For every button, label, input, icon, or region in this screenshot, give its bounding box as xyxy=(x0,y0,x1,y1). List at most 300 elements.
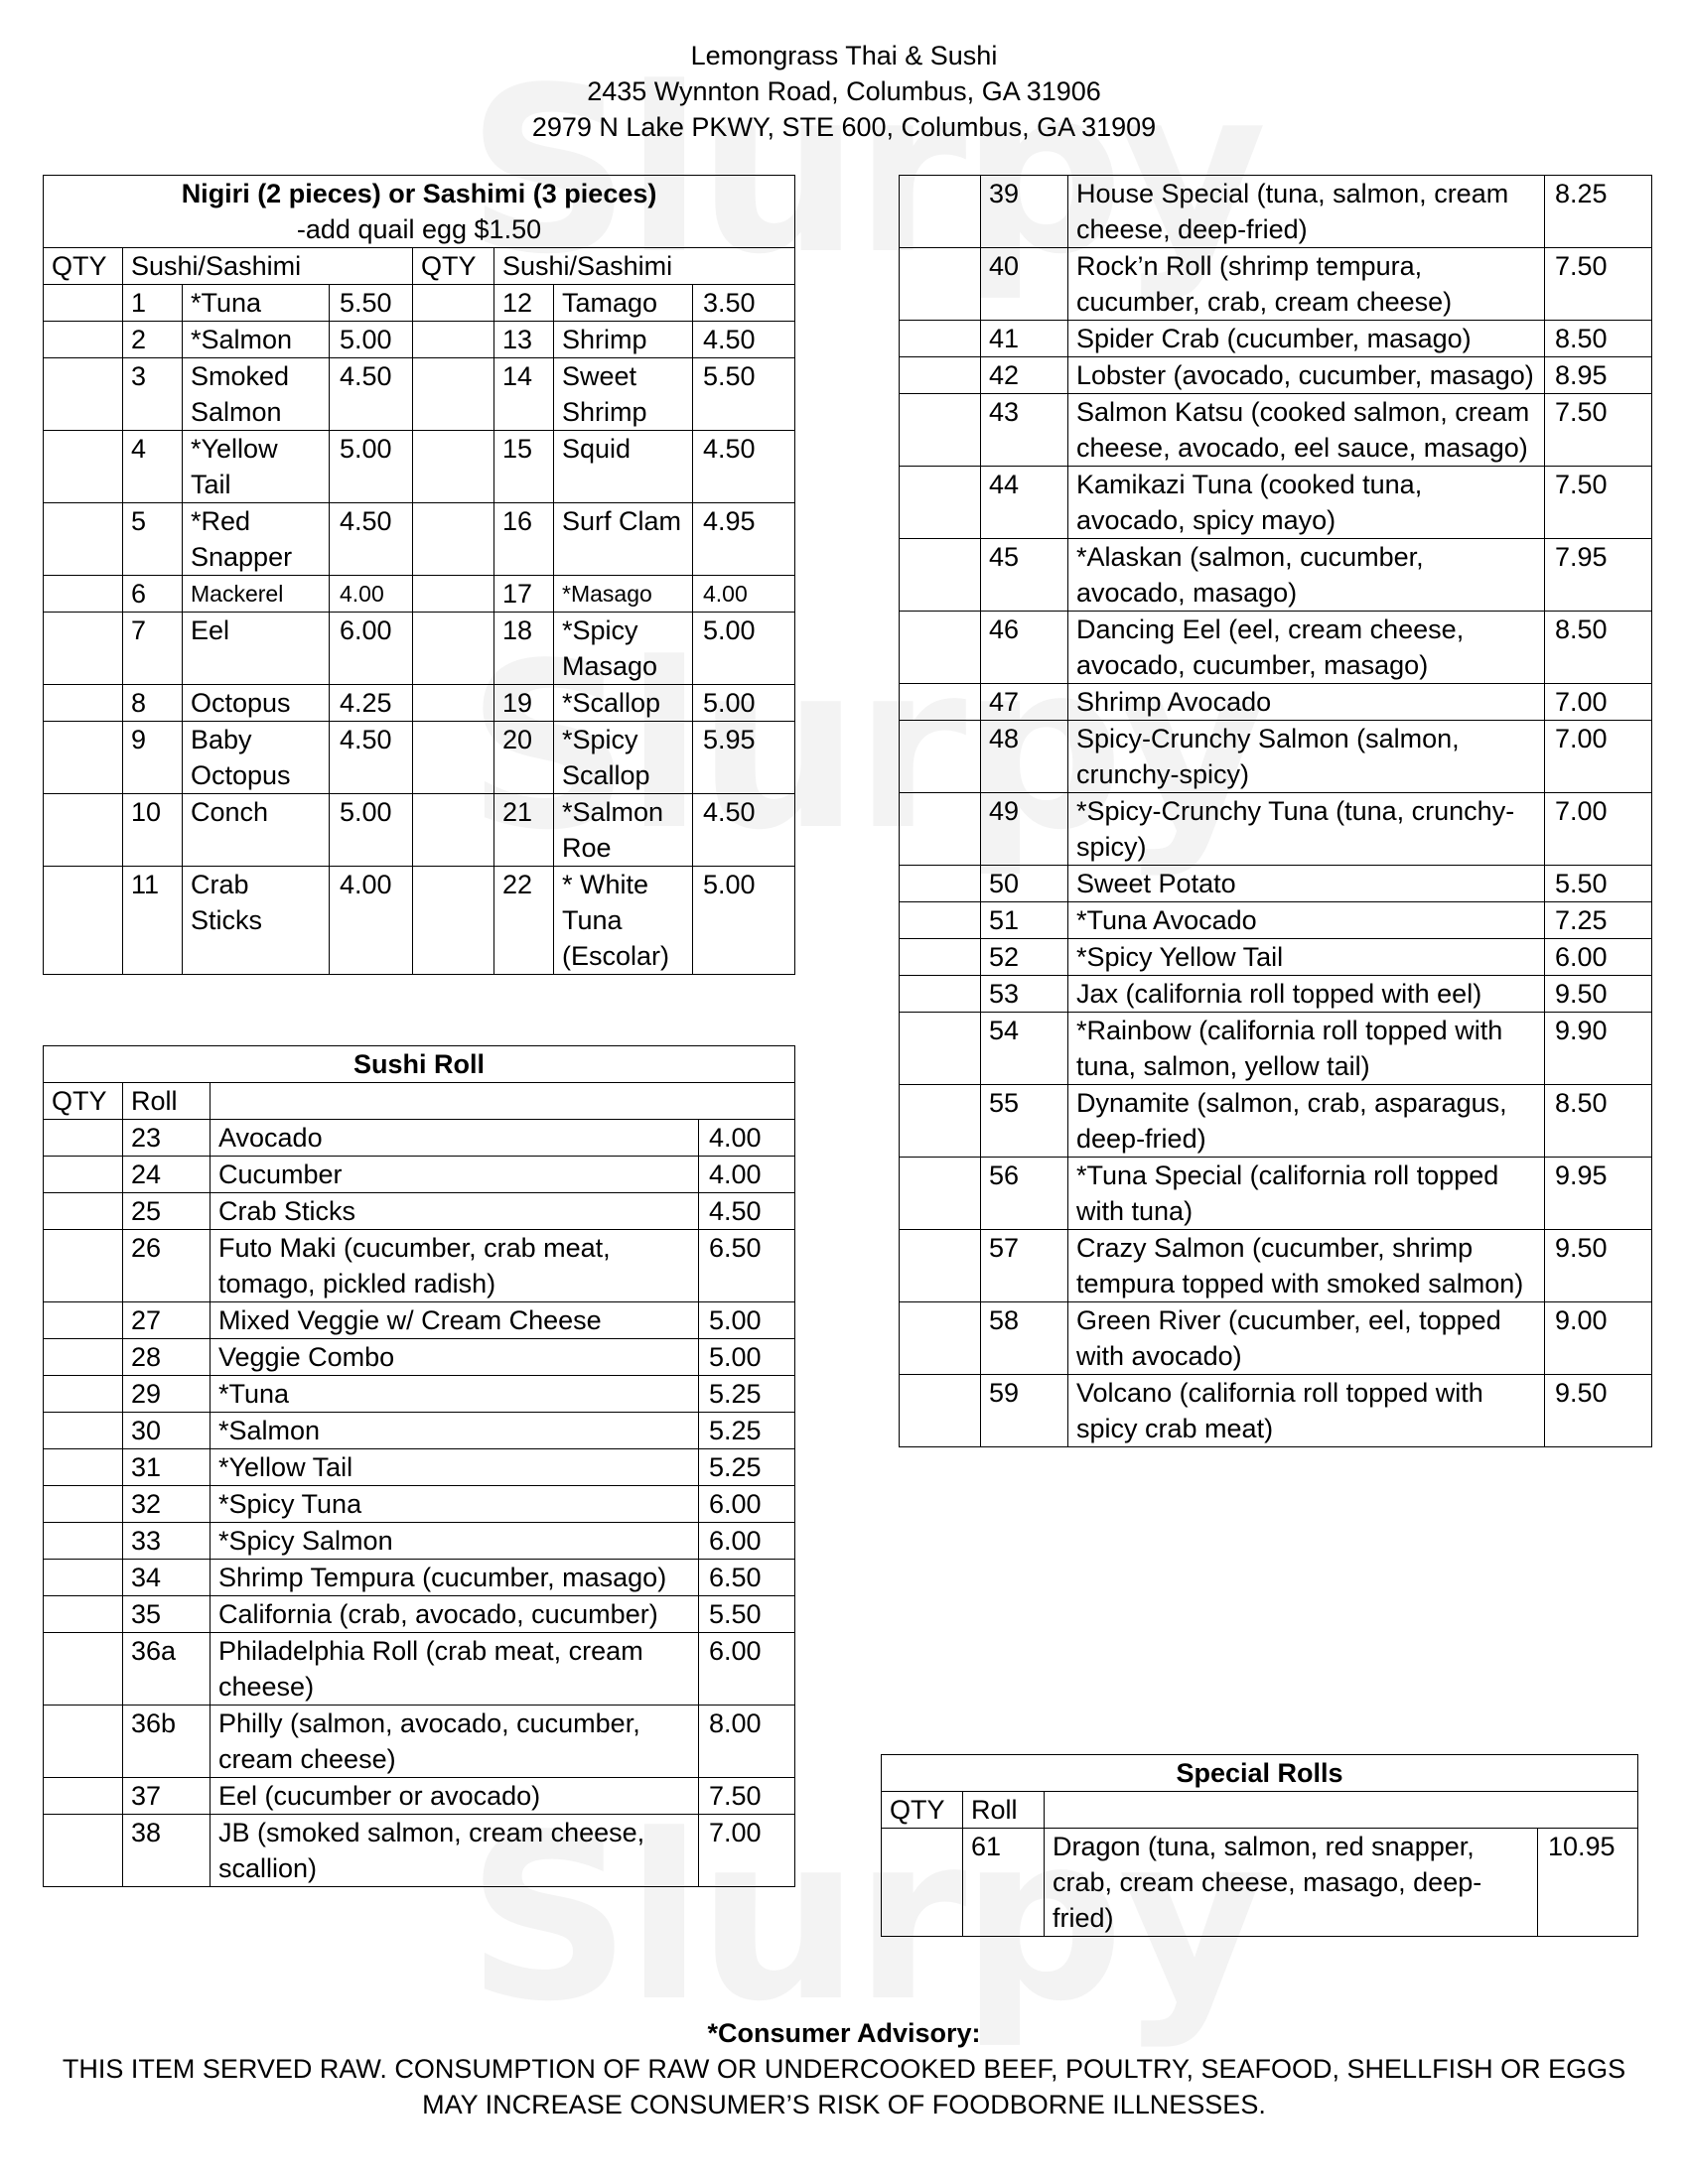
item-number: 25 xyxy=(123,1193,211,1230)
qty-cell[interactable] xyxy=(44,1302,123,1339)
item-price: 8.00 xyxy=(699,1706,795,1778)
qty-cell[interactable] xyxy=(900,939,981,976)
item-price: 7.00 xyxy=(1545,721,1652,793)
table-row xyxy=(44,1376,795,1413)
item-price: 4.50 xyxy=(693,431,795,503)
item-name: Philadelphia Roll (crab meat, cream cheese) xyxy=(211,1633,699,1706)
item-name: Dancing Eel (eel, cream cheese, avocado, cucumber, masago) xyxy=(1068,612,1545,684)
nigiri-section-header xyxy=(44,176,795,248)
table-row xyxy=(44,431,795,503)
nigiri-title: Nigiri (2 pieces) or Sashimi (3 pieces) xyxy=(181,179,657,208)
table-row xyxy=(900,357,1652,394)
item-price: 5.00 xyxy=(330,431,413,503)
table-row xyxy=(44,1596,795,1633)
table-row xyxy=(900,176,1652,248)
item-name: California (crab, avocado, cucumber) xyxy=(211,1596,699,1633)
item-name: Tamago xyxy=(554,285,693,322)
rolls-continued-table xyxy=(899,175,1652,1447)
item-name: Avocado xyxy=(211,1120,699,1157)
item-name: *Scallop xyxy=(554,685,693,722)
item-number: 33 xyxy=(123,1523,211,1560)
item-price: 5.00 xyxy=(330,794,413,867)
restaurant-name: Lemongrass Thai & Sushi xyxy=(690,41,998,70)
item-name: Shrimp Avocado xyxy=(1068,684,1545,721)
item-number: 4 xyxy=(123,431,183,503)
qty-cell[interactable] xyxy=(900,1230,981,1302)
item-price: 5.00 xyxy=(330,322,413,358)
qty-cell[interactable] xyxy=(44,722,123,794)
item-name: Lobster (avocado, cucumber, masago) xyxy=(1068,357,1545,394)
table-row xyxy=(882,1829,1638,1937)
restaurant-address-2: 2979 N Lake PKWY, STE 600, Columbus, GA 31909 xyxy=(531,112,1157,142)
table-row xyxy=(900,684,1652,721)
qty-cell[interactable] xyxy=(900,866,981,902)
table-row xyxy=(44,358,795,431)
special-rolls-table xyxy=(881,1754,1638,1937)
sushi-roll-table xyxy=(43,1045,795,1887)
qty-cell[interactable] xyxy=(44,285,123,322)
qty-cell[interactable] xyxy=(413,322,494,358)
table-row xyxy=(44,576,795,613)
item-name: Crab Sticks xyxy=(183,867,330,975)
table-row xyxy=(900,248,1652,321)
qty-header: QTY xyxy=(882,1792,963,1829)
qty-cell[interactable] xyxy=(44,1339,123,1376)
item-price: 5.50 xyxy=(1545,866,1652,902)
item-price: 5.25 xyxy=(699,1449,795,1486)
item-number: 16 xyxy=(494,503,554,576)
qty-cell[interactable] xyxy=(900,248,981,321)
item-price: 5.00 xyxy=(693,613,795,685)
item-name: Spicy-Crunchy Salmon (salmon, crunchy-spicy) xyxy=(1068,721,1545,793)
item-price: 5.50 xyxy=(699,1596,795,1633)
item-name: *Masago xyxy=(554,576,693,613)
item-number: 18 xyxy=(494,613,554,685)
qty-cell[interactable] xyxy=(900,902,981,939)
table-row xyxy=(44,1778,795,1815)
item-name: Squid xyxy=(554,431,693,503)
item-price: 7.50 xyxy=(1545,394,1652,467)
item-number: 57 xyxy=(981,1230,1068,1302)
table-row xyxy=(44,503,795,576)
item-number: 10 xyxy=(123,794,183,867)
qty-cell[interactable] xyxy=(44,1523,123,1560)
item-price: 6.00 xyxy=(699,1486,795,1523)
item-number: 29 xyxy=(123,1376,211,1413)
item-number: 40 xyxy=(981,248,1068,321)
item-name: Surf Clam xyxy=(554,503,693,576)
table-row xyxy=(44,1815,795,1887)
item-name: Futo Maki (cucumber, crab meat, tomago, pickled radish) xyxy=(211,1230,699,1302)
item-number: 36a xyxy=(123,1633,211,1706)
item-number: 39 xyxy=(981,176,1068,248)
item-number: 47 xyxy=(981,684,1068,721)
qty-cell[interactable] xyxy=(44,1193,123,1230)
qty-cell[interactable] xyxy=(413,867,494,975)
item-price: 9.50 xyxy=(1545,976,1652,1013)
item-number: 46 xyxy=(981,612,1068,684)
qty-cell[interactable] xyxy=(44,1560,123,1596)
item-price: 7.50 xyxy=(699,1778,795,1815)
item-number: 5 xyxy=(123,503,183,576)
qty-cell[interactable] xyxy=(900,1302,981,1375)
item-name: *Red Snapper xyxy=(183,503,330,576)
qty-cell[interactable] xyxy=(900,357,981,394)
qty-header: QTY xyxy=(44,248,123,285)
item-number: 11 xyxy=(123,867,183,975)
item-name: Jax (california roll topped with eel) xyxy=(1068,976,1545,1013)
item-number: 35 xyxy=(123,1596,211,1633)
item-number: 36b xyxy=(123,1706,211,1778)
item-number: 51 xyxy=(981,902,1068,939)
item-price: 7.25 xyxy=(1545,902,1652,939)
item-price: 7.00 xyxy=(699,1815,795,1887)
table-row xyxy=(44,1706,795,1778)
item-price: 4.50 xyxy=(693,794,795,867)
item-name: Crazy Salmon (cucumber, shrimp tempura topped with smoked salmon) xyxy=(1068,1230,1545,1302)
nigiri-sashimi-table xyxy=(43,175,795,975)
table-row xyxy=(900,721,1652,793)
table-row xyxy=(44,794,795,867)
item-name: *Tuna xyxy=(183,285,330,322)
item-number: 49 xyxy=(981,793,1068,866)
item-name: Shrimp xyxy=(554,322,693,358)
nigiri-subtitle: -add quail egg $1.50 xyxy=(296,214,542,244)
item-price: 9.90 xyxy=(1545,1013,1652,1085)
item-header: Sushi/Sashimi xyxy=(123,248,413,285)
item-name: Smoked Salmon xyxy=(183,358,330,431)
item-number: 7 xyxy=(123,613,183,685)
item-number: 2 xyxy=(123,322,183,358)
qty-cell[interactable] xyxy=(900,1085,981,1158)
item-price: 5.50 xyxy=(693,358,795,431)
item-price: 4.50 xyxy=(330,503,413,576)
item-price: 9.50 xyxy=(1545,1375,1652,1447)
table-row xyxy=(900,793,1652,866)
item-name: *Spicy Salmon xyxy=(211,1523,699,1560)
item-number: 45 xyxy=(981,539,1068,612)
table-row xyxy=(900,1158,1652,1230)
item-number: 54 xyxy=(981,1013,1068,1085)
qty-cell[interactable] xyxy=(900,176,981,248)
qty-cell[interactable] xyxy=(900,467,981,539)
qty-cell[interactable] xyxy=(900,1158,981,1230)
qty-cell[interactable] xyxy=(900,721,981,793)
qty-cell[interactable] xyxy=(44,1413,123,1449)
table-row xyxy=(900,612,1652,684)
item-price: 4.00 xyxy=(693,576,795,613)
item-name: *Salmon Roe xyxy=(554,794,693,867)
item-number: 20 xyxy=(494,722,554,794)
qty-cell[interactable] xyxy=(900,539,981,612)
qty-cell[interactable] xyxy=(44,431,123,503)
item-number: 12 xyxy=(494,285,554,322)
special-rolls-title: Special Rolls xyxy=(882,1755,1638,1792)
qty-cell[interactable] xyxy=(413,685,494,722)
item-name: Veggie Combo xyxy=(211,1339,699,1376)
item-name: Rock’n Roll (shrimp tempura, cucumber, crab, cream cheese) xyxy=(1068,248,1545,321)
item-number: 17 xyxy=(494,576,554,613)
item-name: Sweet Potato xyxy=(1068,866,1545,902)
roll-header: Roll xyxy=(963,1792,1045,1829)
qty-cell[interactable] xyxy=(44,1596,123,1633)
item-name: Dragon (tuna, salmon, red snapper, crab, cream cheese, masago, deep-fried) xyxy=(1045,1829,1538,1937)
qty-cell[interactable] xyxy=(44,1778,123,1815)
item-price: 6.50 xyxy=(699,1230,795,1302)
item-price: 7.95 xyxy=(1545,539,1652,612)
item-number: 61 xyxy=(963,1829,1045,1937)
qty-cell[interactable] xyxy=(413,285,494,322)
item-number: 44 xyxy=(981,467,1068,539)
qty-cell[interactable] xyxy=(413,431,494,503)
item-price: 7.00 xyxy=(1545,684,1652,721)
table-row xyxy=(900,1230,1652,1302)
item-price: 10.95 xyxy=(1538,1829,1638,1937)
qty-cell[interactable] xyxy=(44,1230,123,1302)
item-name: *Alaskan (salmon, cucumber, avocado, masago) xyxy=(1068,539,1545,612)
item-number: 32 xyxy=(123,1486,211,1523)
roll-header: Roll xyxy=(123,1083,211,1120)
table-row xyxy=(44,1302,795,1339)
item-name: Salmon Katsu (cooked salmon, cream cheese, avocado, eel sauce, masago) xyxy=(1068,394,1545,467)
table-row xyxy=(900,321,1652,357)
item-number: 26 xyxy=(123,1230,211,1302)
item-header: Sushi/Sashimi xyxy=(494,248,795,285)
item-price: 4.00 xyxy=(699,1120,795,1157)
item-name: *Tuna Avocado xyxy=(1068,902,1545,939)
qty-cell[interactable] xyxy=(44,1486,123,1523)
item-name: *Salmon xyxy=(183,322,330,358)
qty-cell[interactable] xyxy=(413,576,494,613)
item-name: Mackerel xyxy=(183,576,330,613)
item-name: Sweet Shrimp xyxy=(554,358,693,431)
item-price: 4.95 xyxy=(693,503,795,576)
item-price: 8.95 xyxy=(1545,357,1652,394)
item-price: 7.50 xyxy=(1545,248,1652,321)
item-number: 53 xyxy=(981,976,1068,1013)
item-price: 4.50 xyxy=(330,358,413,431)
item-name: Green River (cucumber, eel, topped with avocado) xyxy=(1068,1302,1545,1375)
qty-cell[interactable] xyxy=(900,1375,981,1447)
item-name: *Spicy Masago xyxy=(554,613,693,685)
item-name: Cucumber xyxy=(211,1157,699,1193)
item-number: 28 xyxy=(123,1339,211,1376)
item-name: House Special (tuna, salmon, cream cheese, deep-fried) xyxy=(1068,176,1545,248)
item-name: Conch xyxy=(183,794,330,867)
item-name: Spider Crab (cucumber, masago) xyxy=(1068,321,1545,357)
item-price: 5.25 xyxy=(699,1376,795,1413)
item-price: 8.25 xyxy=(1545,176,1652,248)
qty-cell[interactable] xyxy=(44,1449,123,1486)
table-row xyxy=(900,1302,1652,1375)
item-number: 3 xyxy=(123,358,183,431)
item-price: 9.95 xyxy=(1545,1158,1652,1230)
item-number: 9 xyxy=(123,722,183,794)
qty-cell[interactable] xyxy=(882,1829,963,1937)
qty-cell[interactable] xyxy=(44,613,123,685)
qty-header: QTY xyxy=(44,1083,123,1120)
qty-cell[interactable] xyxy=(44,1376,123,1413)
qty-cell[interactable] xyxy=(900,793,981,866)
item-name: Shrimp Tempura (cucumber, masago) xyxy=(211,1560,699,1596)
item-price: 6.00 xyxy=(330,613,413,685)
item-price: 5.00 xyxy=(693,685,795,722)
table-row xyxy=(44,1120,795,1157)
item-price: 3.50 xyxy=(693,285,795,322)
item-price: 6.00 xyxy=(1545,939,1652,976)
item-price: 4.25 xyxy=(330,685,413,722)
item-name: Kamikazi Tuna (cooked tuna, avocado, spicy mayo) xyxy=(1068,467,1545,539)
qty-cell[interactable] xyxy=(413,613,494,685)
item-price: 8.50 xyxy=(1545,612,1652,684)
table-row xyxy=(44,285,795,322)
qty-cell[interactable] xyxy=(44,867,123,975)
advisory-line-2: MAY INCREASE CONSUMER’S RISK OF FOODBORNE ILLNESSES. xyxy=(422,2090,1266,2119)
qty-cell[interactable] xyxy=(44,1706,123,1778)
qty-cell[interactable] xyxy=(413,794,494,867)
table-row xyxy=(900,1375,1652,1447)
item-name: Eel (cucumber or avocado) xyxy=(211,1778,699,1815)
qty-cell[interactable] xyxy=(44,576,123,613)
item-price: 8.50 xyxy=(1545,321,1652,357)
qty-cell[interactable] xyxy=(44,794,123,867)
item-number: 50 xyxy=(981,866,1068,902)
restaurant-header xyxy=(0,38,1688,145)
table-row xyxy=(44,1486,795,1523)
item-number: 52 xyxy=(981,939,1068,976)
roll-header-blank xyxy=(211,1083,795,1120)
table-row xyxy=(44,1193,795,1230)
item-price: 7.50 xyxy=(1545,467,1652,539)
qty-cell[interactable] xyxy=(44,1157,123,1193)
qty-cell[interactable] xyxy=(900,1013,981,1085)
qty-cell[interactable] xyxy=(44,322,123,358)
table-row xyxy=(44,1413,795,1449)
item-price: 8.50 xyxy=(1545,1085,1652,1158)
item-number: 6 xyxy=(123,576,183,613)
table-row xyxy=(900,939,1652,976)
table-row xyxy=(900,902,1652,939)
qty-cell[interactable] xyxy=(44,358,123,431)
item-price: 6.00 xyxy=(699,1633,795,1706)
table-row xyxy=(44,1157,795,1193)
item-number: 19 xyxy=(494,685,554,722)
qty-cell[interactable] xyxy=(44,503,123,576)
table-row xyxy=(900,1013,1652,1085)
item-price: 5.95 xyxy=(693,722,795,794)
item-number: 14 xyxy=(494,358,554,431)
qty-header: QTY xyxy=(413,248,494,285)
table-row xyxy=(900,1085,1652,1158)
item-name: JB (smoked salmon, cream cheese, scallion) xyxy=(211,1815,699,1887)
item-name: Crab Sticks xyxy=(211,1193,699,1230)
table-row xyxy=(44,322,795,358)
item-number: 31 xyxy=(123,1449,211,1486)
item-name: *Yellow Tail xyxy=(211,1449,699,1486)
item-price: 5.00 xyxy=(699,1302,795,1339)
qty-cell[interactable] xyxy=(900,321,981,357)
qty-cell[interactable] xyxy=(44,685,123,722)
qty-cell[interactable] xyxy=(900,684,981,721)
item-number: 42 xyxy=(981,357,1068,394)
item-number: 55 xyxy=(981,1085,1068,1158)
table-row xyxy=(900,394,1652,467)
item-number: 30 xyxy=(123,1413,211,1449)
item-name: Volcano (california roll topped with spicy crab meat) xyxy=(1068,1375,1545,1447)
qty-cell[interactable] xyxy=(413,503,494,576)
item-number: 27 xyxy=(123,1302,211,1339)
item-number: 58 xyxy=(981,1302,1068,1375)
item-number: 59 xyxy=(981,1375,1068,1447)
roll-header-blank xyxy=(1045,1792,1638,1829)
qty-cell[interactable] xyxy=(413,722,494,794)
table-row xyxy=(44,1633,795,1706)
item-name: Baby Octopus xyxy=(183,722,330,794)
item-name: Octopus xyxy=(183,685,330,722)
table-row xyxy=(44,685,795,722)
item-name: *Spicy Yellow Tail xyxy=(1068,939,1545,976)
qty-cell[interactable] xyxy=(900,394,981,467)
item-number: 43 xyxy=(981,394,1068,467)
item-name: *Tuna Special (california roll topped with tuna) xyxy=(1068,1158,1545,1230)
table-row xyxy=(44,1449,795,1486)
item-name: *Rainbow (california roll topped with tuna, salmon, yellow tail) xyxy=(1068,1013,1545,1085)
item-price: 7.00 xyxy=(1545,793,1652,866)
qty-cell[interactable] xyxy=(44,1815,123,1887)
table-row xyxy=(44,1339,795,1376)
item-price: 4.00 xyxy=(330,576,413,613)
item-number: 24 xyxy=(123,1157,211,1193)
item-number: 22 xyxy=(494,867,554,975)
item-number: 13 xyxy=(494,322,554,358)
item-number: 48 xyxy=(981,721,1068,793)
item-name: Mixed Veggie w/ Cream Cheese xyxy=(211,1302,699,1339)
item-price: 5.25 xyxy=(699,1413,795,1449)
item-number: 23 xyxy=(123,1120,211,1157)
item-number: 38 xyxy=(123,1815,211,1887)
table-row xyxy=(44,1523,795,1560)
qty-cell[interactable] xyxy=(44,1120,123,1157)
item-number: 8 xyxy=(123,685,183,722)
item-price: 9.50 xyxy=(1545,1230,1652,1302)
item-name: *Salmon xyxy=(211,1413,699,1449)
item-price: 6.00 xyxy=(699,1523,795,1560)
table-row xyxy=(900,467,1652,539)
item-number: 41 xyxy=(981,321,1068,357)
item-price: 4.50 xyxy=(693,322,795,358)
qty-cell[interactable] xyxy=(44,1633,123,1706)
table-row xyxy=(44,1230,795,1302)
item-name: * White Tuna (Escolar) xyxy=(554,867,693,975)
item-name: Eel xyxy=(183,613,330,685)
item-price: 5.50 xyxy=(330,285,413,322)
table-row xyxy=(900,976,1652,1013)
item-price: 6.50 xyxy=(699,1560,795,1596)
item-price: 4.00 xyxy=(330,867,413,975)
item-price: 9.00 xyxy=(1545,1302,1652,1375)
item-price: 4.50 xyxy=(699,1193,795,1230)
item-name: *Spicy Scallop xyxy=(554,722,693,794)
item-price: 4.00 xyxy=(699,1157,795,1193)
qty-cell[interactable] xyxy=(900,976,981,1013)
qty-cell[interactable] xyxy=(900,612,981,684)
item-name: Philly (salmon, avocado, cucumber, cream cheese) xyxy=(211,1706,699,1778)
table-row xyxy=(900,539,1652,612)
restaurant-address-1: 2435 Wynnton Road, Columbus, GA 31906 xyxy=(587,76,1101,106)
qty-cell[interactable] xyxy=(413,358,494,431)
item-name: *Yellow Tail xyxy=(183,431,330,503)
sushi-roll-title: Sushi Roll xyxy=(44,1046,795,1083)
